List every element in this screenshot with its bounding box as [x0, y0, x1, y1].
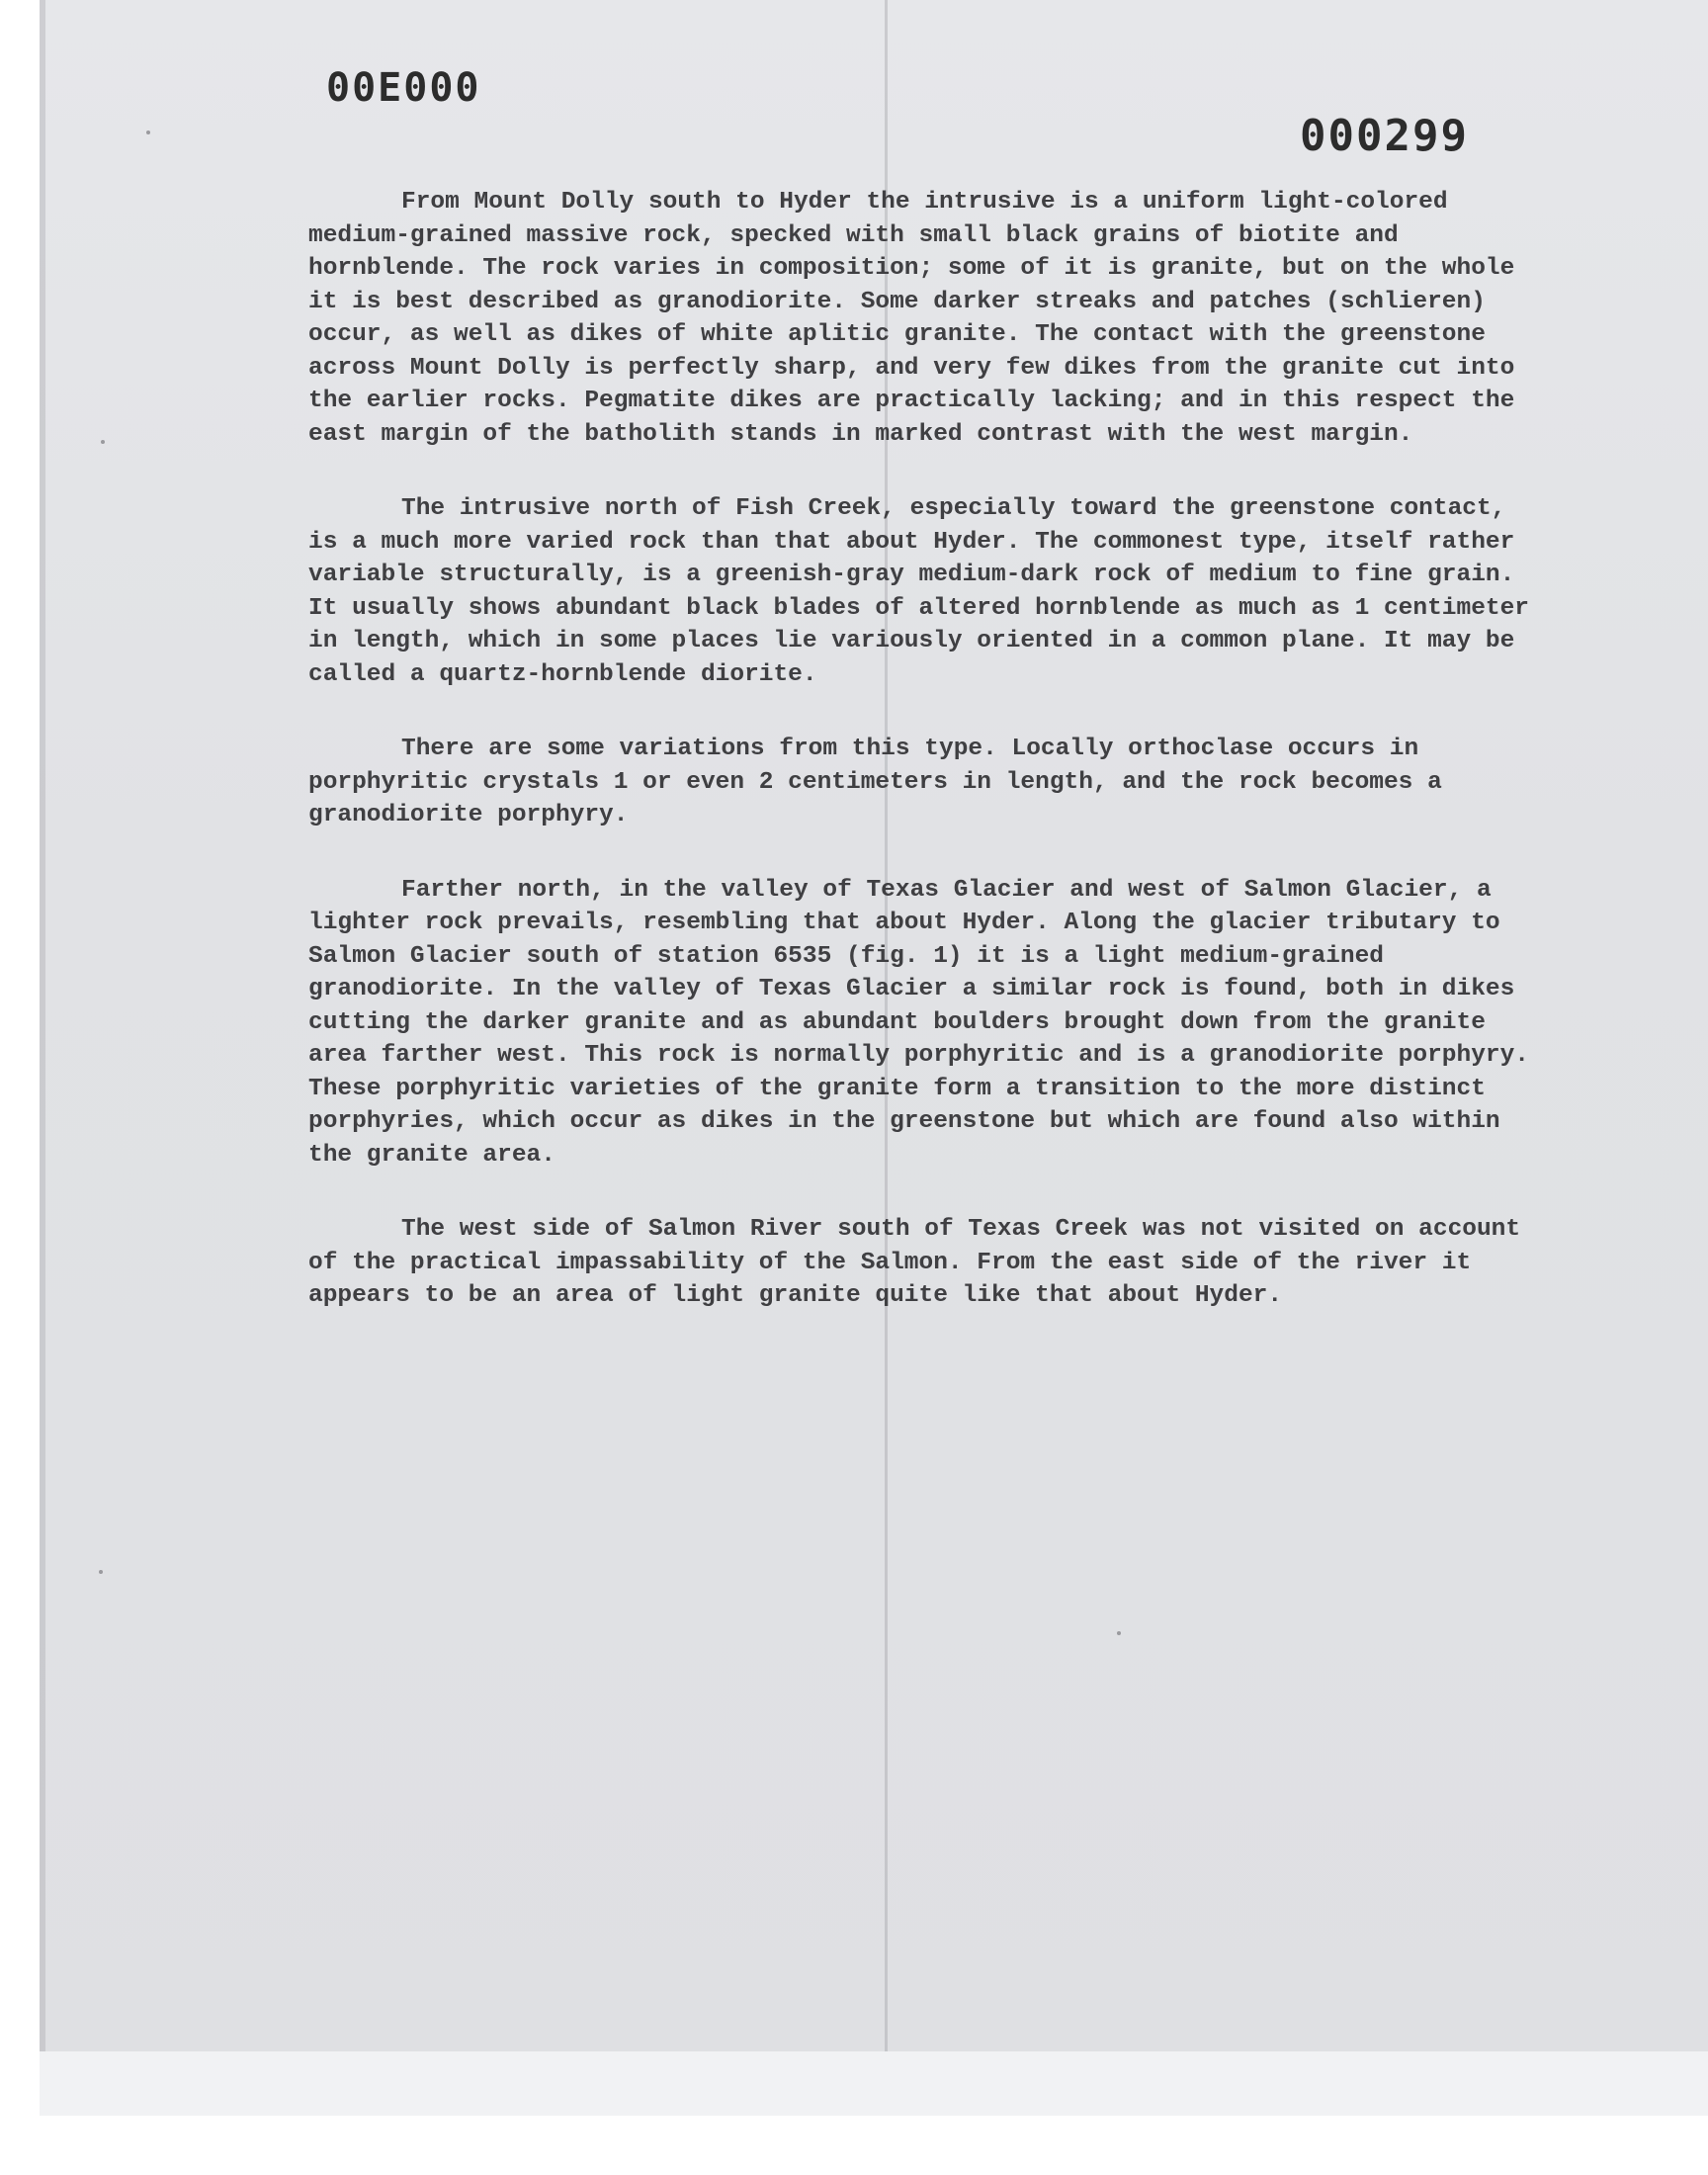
scan-speck — [146, 130, 150, 134]
paragraph-salmon-river: The west side of Salmon River south of Texas Creek was not visited on account of the practical impassability of the Salmon. From the east side of the river it appears to be an area of light granite quite like that about Hyder. — [308, 1216, 1521, 1309]
page-edge-shadow — [40, 0, 45, 2116]
scan-speck — [99, 1570, 103, 1574]
archive-code-right: 000299 — [1300, 111, 1469, 161]
paragraph-variations: There are some variations from this type. Locally orthoclase occurs in porphyritic crystals 1 or even 2 centimeters in length, and the rock becomes a granodiorite porphyry. — [308, 736, 1442, 828]
paragraph-mount-dolly: From Mount Dolly south to Hyder the intrusive is a uniform light-colored medium-grained massive rock, specked with small black grains of biotite and hornblende. The rock varies in composition; some of it is granite, but on the whole it is best described as granodiorite. Some darker streaks and patches (schlieren) occur, as well as dikes of white aplitic granite. The contact with the greenstone across Mount Dolly is perfectly sharp, and very few dikes from the granite cut into the earlier rocks. Pegmatite dikes are practically lacking; and in this respect the east margin of the batholith stands in marked contrast with the west margin. — [308, 189, 1515, 448]
scan-speck — [101, 440, 105, 444]
page-bottom-strip — [40, 2051, 1708, 2116]
paragraph-farther-north: Farther north, in the valley of Texas Glacier and west of Salmon Glacier, a lighter rock prevails, resembling that about Hyder. Along the glacier tributary to Salmon Glacier south of station 6535 (fig. 1) it is a light medium-grained granodiorite. In the valley of Texas Glacier a similar rock is found, both in dikes cutting the darker granite and as abundant boulders brought down from the granite area farther west. This rock is normally porphyritic and is a granodiorite porphyry. These porphyritic varieties of the granite form a transition to the more distinct porphyries, which occur as dikes in the greenstone but which are found also within the granite area. — [308, 876, 1530, 1169]
document-body — [308, 186, 1544, 1354]
archive-code-left: 00E000 — [326, 65, 481, 111]
paragraph-fish-creek: The intrusive north of Fish Creek, especially toward the greenstone contact, is a much more varied rock than that about Hyder. The commonest type, itself rather variable structurally, is a greenish-gray medium-dark rock of medium to fine grain. It usually shows abundant black blades of altered hornblende as much as 1 centimeter in length, which in some places lie variously oriented in a common plane. It may be called a quartz-hornblende diorite. — [308, 495, 1530, 688]
scan-speck — [1117, 1631, 1121, 1635]
document-page — [40, 0, 1708, 2116]
